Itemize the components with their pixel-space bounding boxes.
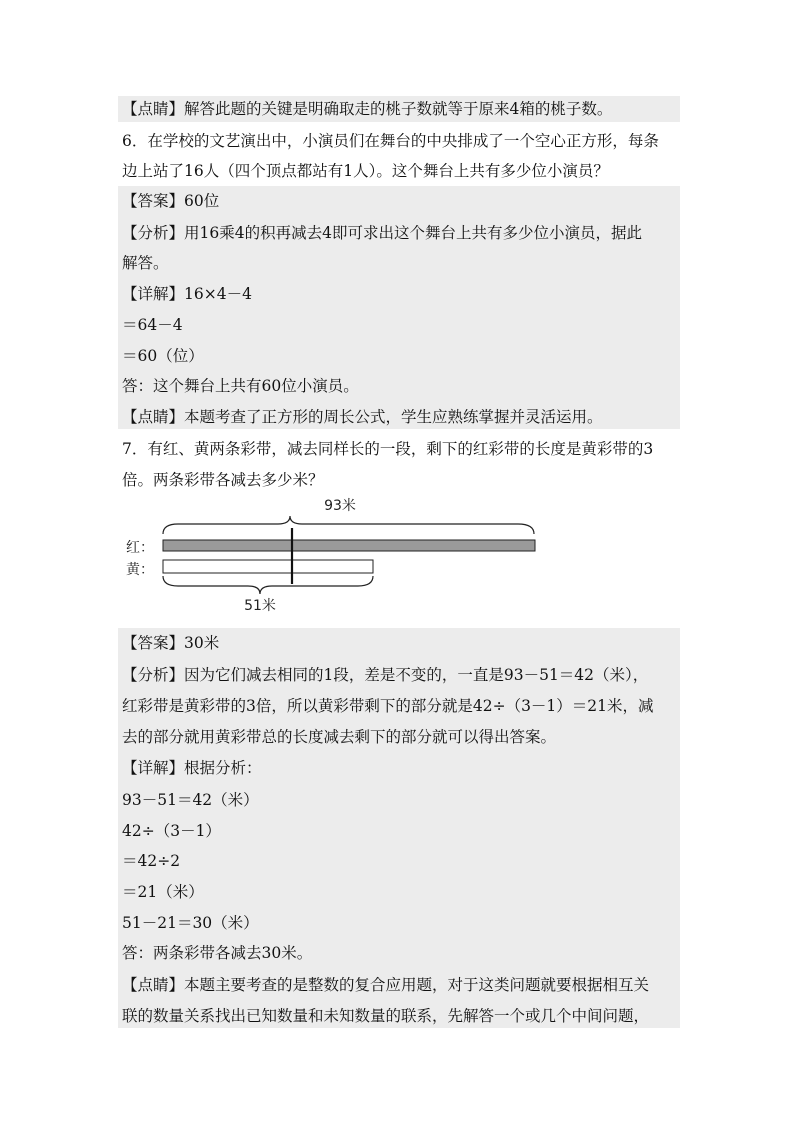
text-line: ＝64－4 [122, 316, 183, 334]
text-line: 红彩带是黄彩带的3倍，所以黄彩带剩下的部分就是42÷（3－1）＝21米，减 [122, 697, 654, 715]
text-line: ＝42÷2 [122, 852, 181, 870]
text-line: 【点睛】解答此题的关键是明确取走的桃子数就等于原来4箱的桃子数。 [122, 100, 613, 118]
text-line: 答：两条彩带各减去30米。 [122, 944, 313, 962]
question-6: 6．在学校的文艺演出中，小演员们在舞台的中央排成了一个空心正方形，每条 [122, 132, 659, 150]
text-line: 解答。 [122, 254, 169, 272]
text-line: 42÷（3－1） [122, 822, 221, 840]
red-label: 红： [126, 540, 154, 556]
yellow-ribbon-bar [163, 560, 373, 573]
yellow-label: 黄： [126, 562, 154, 578]
tip-7: 【点睛】本题主要考查的是整数的复合应用题，对于这类问题就要根据相互关 [122, 976, 650, 994]
red-ribbon-bar [163, 540, 535, 551]
text-line: 联的数量关系找出已知数量和未知数量的联系，先解答一个或几个中间问题， [122, 1007, 650, 1025]
tip-6: 【点睛】本题考查了正方形的周长公式，学生应熟练掌握并灵活运用。 [122, 408, 603, 426]
top-brace [163, 516, 534, 534]
detail-6: 【详解】16×4－4 [122, 285, 252, 303]
detail-7: 【详解】根据分析： [122, 759, 262, 777]
text-line: 51－21＝30（米） [122, 914, 259, 932]
analysis-7: 【分析】因为它们减去相同的1段，差是不变的，一直是93－51＝42（米）， [122, 666, 649, 684]
top-label: 93米 [324, 498, 356, 514]
text-line: ＝60（位） [122, 347, 204, 365]
text-line: 去的部分就用黄彩带总的长度减去剩下的部分就可以得出答案。 [122, 728, 557, 746]
text-line: 倍。两条彩带各减去多少米？ [122, 471, 324, 489]
text-line: 边上站了16人（四个顶点都站有1人）。这个舞台上共有多少位小演员？ [122, 162, 609, 180]
question-7: 7．有红、黄两条彩带，减去同样长的一段，剩下的红彩带的长度是黄彩带的3 [122, 440, 654, 458]
ribbon-diagram [118, 490, 558, 620]
answer-7: 【答案】30米 [122, 634, 220, 652]
text-line: 93－51＝42（米） [122, 791, 259, 809]
text-line: 答：这个舞台上共有60位小演员。 [122, 377, 359, 395]
answer-6: 【答案】60位 [122, 192, 220, 210]
text-line: ＝21（米） [122, 883, 204, 901]
analysis-6: 【分析】用16乘4的积再减去4即可求出这个舞台上共有多少位小演员，据此 [122, 224, 642, 242]
bottom-brace [163, 576, 373, 594]
bottom-label: 51米 [244, 598, 276, 614]
